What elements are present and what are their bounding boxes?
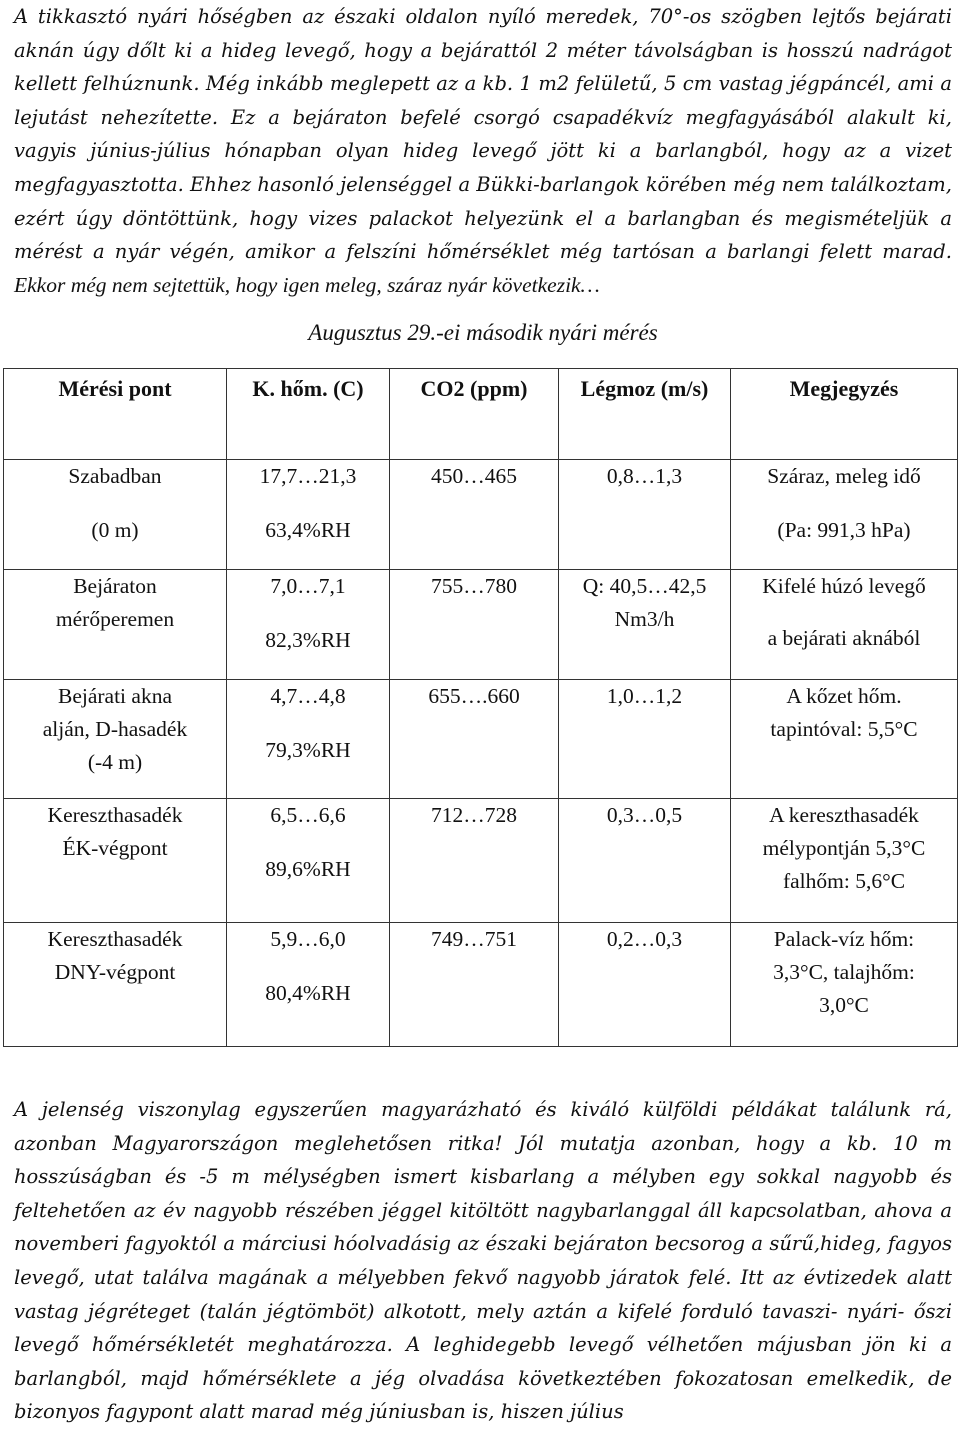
cell-line: a bejárati aknából [767, 626, 921, 650]
intro-paragraph [14, 0, 952, 302]
header-airflow [559, 369, 731, 460]
header-co2: CO2 (ppm) [390, 369, 559, 460]
cell-airflow [559, 799, 731, 923]
cell-temperature [227, 680, 390, 799]
cell-airflow [559, 460, 731, 570]
header-note: Megjegyzés [731, 369, 958, 460]
cell-measuring-point [4, 680, 227, 799]
cell-line: 0,8…1,3 [606, 464, 683, 488]
cell-line: 63,4%RH [265, 518, 351, 542]
cell-line: A kőzet hőm. [786, 684, 902, 708]
cell-airflow [559, 570, 731, 680]
cell-line: 7,0…7,1 [270, 574, 346, 598]
cell-co2: 755…780 [390, 570, 559, 680]
cell-airflow [559, 923, 731, 1047]
cell-line: Bejáraton [73, 574, 157, 598]
cell-line: 3,3°C, talajhőm: [773, 960, 915, 984]
cell-temperature [227, 460, 390, 570]
table-row [4, 460, 958, 570]
cell-line: (-4 m) [87, 750, 143, 774]
table-caption: Augusztus 29.-ei második nyári mérés [308, 320, 658, 345]
cell-line: tapintóval: 5,5°C [770, 717, 918, 741]
header-measuring-point: Mérési pont [4, 369, 227, 460]
cell-line: Kereszthasadék [47, 927, 183, 951]
cell-co2: 655….660 [390, 680, 559, 799]
table-row [4, 570, 958, 680]
cell-note [731, 460, 958, 570]
cell-line: 17,7…21,3 [259, 464, 357, 488]
cell-measuring-point [4, 923, 227, 1047]
header-airflow-line-1: Légmoz [580, 376, 656, 401]
header-temperature: K. hőm. (C) [227, 369, 390, 460]
cell-note [731, 799, 958, 923]
cell-line: ÉK-végpont [62, 836, 168, 860]
cell-note [731, 570, 958, 680]
cell-line: Kereszthasadék [47, 803, 183, 827]
table-row [4, 923, 958, 1047]
closing-paragraph: A jelenség viszonylag egyszerűen magyarázható és kiváló külföldi példákat találunk rá, azonban Magyarországon meglehetősen ritka! Jól mutatja azonban, hogy a kb. 10 m hosszúságban és -5 m mélységben ismert kisbarlang a mélyben egy sokkal nagyobb és feltehetően az év nagyobb részében jéggel kitöltött nagybarlanggal áll kapcsolatban, ahova a novemberi fagyoktól a márciusi hóolvadásig az északi bejáraton becsorog a sűrű,hideg, fagyos levegő, utat találva magának a mélyebben fekvő nagyobb járatok felé. Itt az évtizedek alatt vastag jégréteget (talán jégtömböt) alkotott, mely aztán a kifelé forduló tavaszi- nyári- őszi levegő hőmérsékletét meghatározza. A leghidegebb levegő vélhetően májusban jön ki a barlangból, majd hőmérséklete a jég olvadása következtében fokozatosan emelkedik, de bizonyos fagypont alatt marad még júniusban is, hiszen július [14, 1098, 952, 1424]
cell-temperature [227, 570, 390, 680]
cell-line: 0,2…0,3 [606, 927, 683, 951]
cell-line: 0,3…0,5 [606, 803, 683, 827]
cell-temperature [227, 923, 390, 1047]
cell-line: 82,3%RH [265, 628, 351, 652]
cell-note [731, 680, 958, 799]
cell-line: 4,7…4,8 [270, 684, 346, 708]
header-airflow-line-2: (m/s) [660, 376, 709, 401]
cell-note [731, 923, 958, 1047]
cell-line: falhőm: 5,6°C [782, 869, 906, 893]
cell-line: alján, D-hasadék [42, 717, 188, 741]
cell-line: Palack-víz hőm: [773, 927, 915, 951]
cell-line: Nm3/h [614, 607, 675, 631]
cell-measuring-point [4, 799, 227, 923]
cell-temperature [227, 799, 390, 923]
cell-line: Q: 40,5…42,5 [582, 574, 707, 598]
cell-co2: 749…751 [390, 923, 559, 1047]
table-row [4, 799, 958, 923]
cell-line: A kereszthasadék [769, 803, 919, 827]
cell-line: 89,6%RH [265, 857, 351, 881]
cell-line: Száraz, meleg idő [767, 464, 921, 488]
cell-line: mélypontján 5,3°C [762, 836, 926, 860]
cell-line: 1,0…1,2 [606, 684, 683, 708]
table-header-row [4, 369, 958, 460]
intro-paragraph-closing-sentence: Ekkor még nem sejtettük, hogy igen meleg, száraz nyár következik… [14, 272, 600, 297]
cell-airflow [559, 680, 731, 799]
table-row [4, 680, 958, 799]
cell-line: Kifelé húzó levegő [762, 574, 926, 598]
cell-measuring-point [4, 570, 227, 680]
cell-line: 80,4%RH [265, 981, 351, 1005]
cell-measuring-point [4, 460, 227, 570]
cell-line: 6,5…6,6 [270, 803, 346, 827]
measurement-table [3, 368, 958, 1047]
intro-paragraph-text: A tikkasztó nyári hőségben az északi oldalon nyíló meredek, 70°-os szögben lejtős bejárati aknán úgy dőlt ki a hideg levegő, hogy a bejárattól 2 méter távolságban is hosszú nadrágot kellett felhúznunk. Még inkább meglepett az a kb. 1 m2 felületű, 5 cm vastag jégpáncél, ami a lejutást nehezítette. Ez a bejáraton befelé csorgó csapadékvíz megfagyásából alakult ki, vagyis június-július hónapban olyan hideg levegő jött ki a barlangból, hogy az a vizet megfagyasztotta. Ehhez hasonló jelenséggel a Bükki-barlangok körében még nem találkoztam, ezért úgy döntöttünk, hogy vizes palackot helyezünk el a barlangban és megismételjük a mérést a nyár végén, amikor a felszíni hőmérséklet még tartósan a barlangi felett marad. [14, 5, 952, 264]
cell-co2: 712…728 [390, 799, 559, 923]
cell-line: (0 m) [91, 518, 139, 542]
cell-line: Bejárati akna [57, 684, 172, 708]
cell-line: 3,0°C [819, 993, 869, 1017]
cell-line: 5,9…6,0 [270, 927, 346, 951]
cell-line: DNY-végpont [54, 960, 176, 984]
cell-co2: 450…465 [390, 460, 559, 570]
cell-line: mérőperemen [55, 607, 175, 631]
cell-line: (Pa: 991,3 hPa) [777, 518, 911, 542]
cell-line: 79,3%RH [265, 738, 351, 762]
cell-line: Szabadban [68, 464, 162, 488]
